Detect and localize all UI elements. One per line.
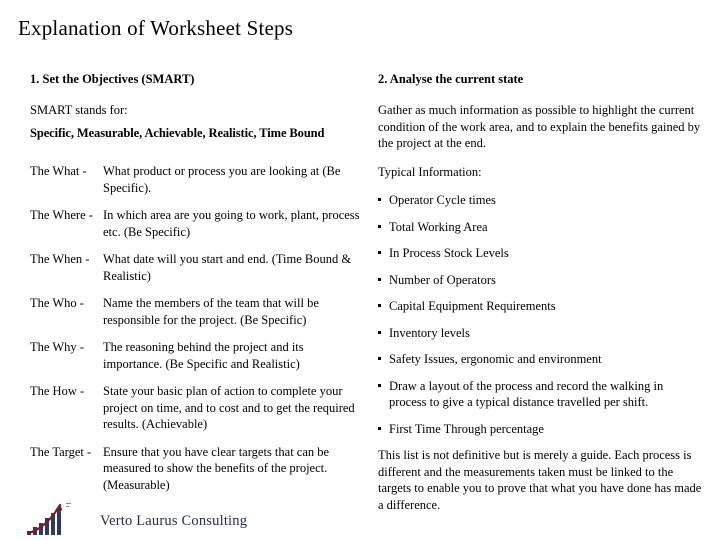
footer	[26, 496, 247, 536]
left-column-heading: 1. Set the Objectives (SMART)	[30, 72, 195, 86]
definition-row	[30, 207, 360, 240]
square-bullet-icon	[378, 225, 381, 228]
list-item	[378, 351, 703, 368]
definition-description: Name the members of the team that will be responsible for the project. (Be Specific)	[103, 296, 319, 327]
definition-row	[30, 339, 360, 372]
square-bullet-icon	[378, 198, 381, 201]
list-item-label: In Process Stock Levels	[389, 246, 509, 260]
definition-term: The What -	[30, 164, 87, 178]
definition-term: The When -	[30, 252, 90, 266]
page-title: Explanation of Worksheet Steps	[18, 16, 294, 40]
definition-row	[30, 383, 360, 433]
square-bullet-icon	[378, 331, 381, 334]
square-bullet-icon	[378, 278, 381, 281]
definition-description: In which area are you going to work, plant, process etc. (Be Specific)	[103, 208, 360, 239]
right-column	[378, 72, 703, 513]
typical-information-list	[378, 192, 703, 437]
square-bullet-icon	[378, 251, 381, 254]
list-item	[378, 378, 703, 411]
analyse-intro-text: Gather as much information as possible to highlight the current condition of the work area, and to explain the benefits gained by the project at the end.	[378, 103, 701, 150]
typical-information-label: Typical Information:	[378, 164, 482, 179]
definition-row	[30, 251, 360, 284]
square-bullet-icon	[378, 304, 381, 307]
definition-row	[30, 444, 360, 494]
list-item-label: Number of Operators	[389, 272, 496, 287]
definition-description: What product or process you are looking at (Be Specific).	[103, 164, 341, 195]
definition-row	[30, 163, 360, 196]
definition-term: The Why -	[30, 340, 84, 354]
right-column-heading: 2. Analyse the current state	[378, 72, 524, 86]
list-item-label: Operator Cycle times	[389, 193, 496, 207]
list-item	[378, 298, 703, 315]
list-item	[378, 192, 703, 209]
list-item-label: Total Working Area	[389, 219, 488, 234]
list-item-label: Capital Equipment Requirements	[389, 299, 556, 313]
smart-expansion-text: Specific, Measurable, Achievable, Realistic, Time Bound	[30, 125, 325, 140]
square-bullet-icon	[378, 384, 381, 387]
brand-name: Verto Laurus Consulting	[100, 513, 248, 529]
definition-term: The How -	[30, 384, 85, 398]
list-item-label: Draw a layout of the process and record the walking in process to give a typical distance travelled per shift.	[389, 378, 664, 409]
definition-term: The Target -	[30, 444, 92, 459]
list-item	[378, 272, 703, 289]
definition-row	[30, 295, 360, 328]
definition-description: State your basic plan of action to complete your project on time, and to cost and to get the required results. (Achievable)	[103, 384, 355, 431]
definition-description: What date will you start and end. (Time Bound & Realistic)	[103, 252, 352, 283]
square-bullet-icon	[378, 427, 381, 430]
list-item	[378, 219, 703, 236]
square-bullet-icon	[378, 357, 381, 360]
list-item	[378, 325, 703, 342]
list-item-label: Safety Issues, ergonomic and environment	[389, 352, 602, 366]
list-item-label: Inventory levels	[389, 325, 470, 340]
definition-term: The Who -	[30, 296, 84, 310]
definition-description: Ensure that you have clear targets that can be measured to show the benefits of the project. (Measurable)	[103, 444, 330, 492]
definition-description: The reasoning behind the project and its importance. (Be Specific and Realistic)	[103, 340, 304, 371]
left-column	[30, 72, 360, 504]
growth-chart-logo-icon	[26, 500, 74, 536]
list-item	[378, 421, 703, 438]
smart-intro-text: SMART stands for:	[30, 103, 128, 117]
closing-paragraph: This list is not definitive but is merely a guide. Each process is different and the measurements taken must be linked to the targets to enable you to prove that what you have done has made a difference.	[378, 448, 702, 512]
definition-term: The Where -	[30, 208, 93, 222]
list-item	[378, 245, 703, 262]
list-item-label: First Time Through percentage	[389, 421, 544, 436]
